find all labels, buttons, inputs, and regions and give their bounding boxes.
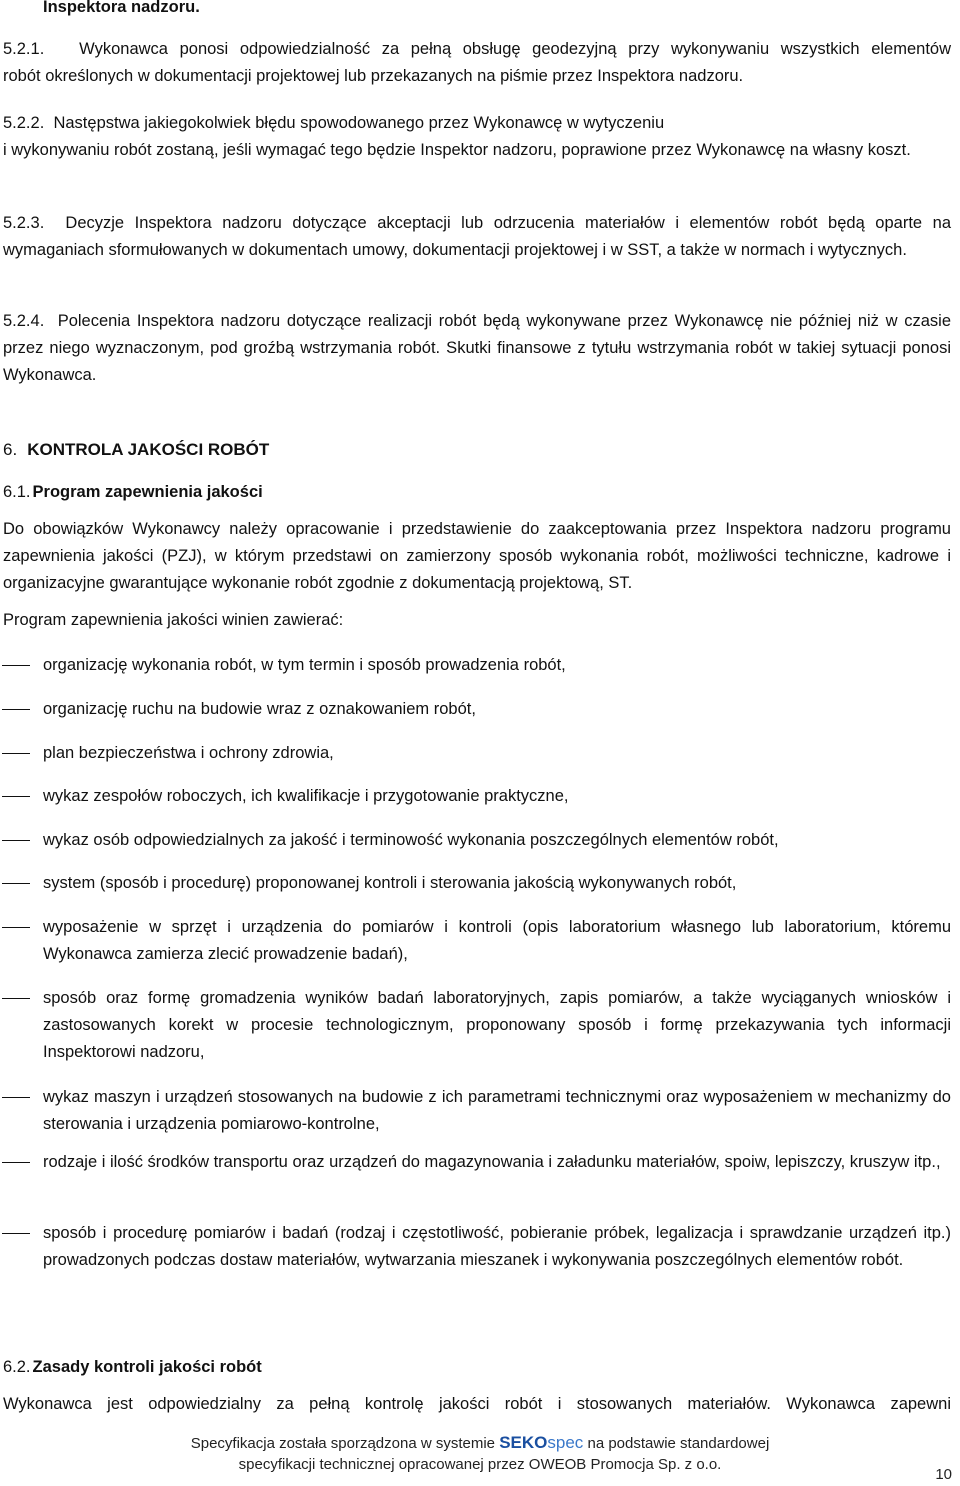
section-title: Program zapewnienia jakości [32, 483, 263, 501]
list-item: wykaz osób odpowiedzialnych za jakość i terminowość wykonania poszczególnych elementów robót, [0, 827, 951, 854]
paragraph-text: Wykonawca ponosi odpowiedzialność za pełną obsługę geodezyjną przy wykonywaniu wszystkich elementów [79, 40, 951, 58]
dash-icon [2, 1233, 30, 1234]
list-item: sposób i procedurę pomiarów i badań (rodzaj i częstotliwość, pobieranie próbek, legalizacja i sprawdzanie urządzeń itp.) prowadzonych podczas dostaw materiałów, wytwarzania mieszanek i wykonywania poszczególnych elementów robót. [0, 1220, 951, 1274]
paragraph-5-2-3 [3, 210, 951, 264]
section-title: Zasady kontroli jakości robót [32, 1358, 262, 1376]
dash-icon [2, 796, 30, 797]
section-6-2-heading [3, 1354, 262, 1381]
paragraph-number: 5.2.4. [3, 312, 45, 330]
list-item: wykaz maszyn i urządzeń stosowanych na budowie z ich parametrami technicznymi oraz wyposażeniem w mechanizmy do sterowania i urządzenia pomiarowo-kontrolne, [0, 1084, 951, 1138]
list-item: sposób oraz formę gromadzenia wyników badań laboratoryjnych, zapis pomiarów, a także wyciąganych wniosków i zastosowanych korekt w procesie technologicznym, proponowany sposób i formę przekazywania tych informacji Inspektorowi nadzoru, [0, 985, 951, 1066]
paragraph-5-2-2 [3, 110, 951, 164]
paragraph-text: Decyzje Inspektora nadzoru dotyczące akceptacji lub odrzucenia materiałów i elementów robót będą oparte na wymaganiach sformułowanych w dokumentach umowy, dokumentacji projektowej i w SST, a także w normach i wytycznych. [3, 214, 952, 259]
section-6-1-lead: Program zapewnienia jakości winien zawierać: [3, 611, 344, 629]
paragraph-text-cont: i wykonywaniu robót zostaną, jeśli wymagać tego będzie Inspektor nadzoru, poprawione przez Wykonawcę na własny koszt. [3, 141, 911, 159]
footer-text: Specyfikacja została sporządzona w systemie [190, 1435, 496, 1452]
list-item: plan bezpieczeństwa i ochrony zdrowia, [0, 740, 951, 767]
section-number: 6.1. [3, 483, 31, 501]
paragraph-number: 5.2.2. [3, 114, 45, 132]
paragraph-text-cont: robót określonych w dokumentacji projektowej lub przekazanych na piśmie przez Inspektora nadzoru. [3, 67, 744, 85]
footer-text: na podstawie standardowej [587, 1435, 770, 1452]
list-item: wyposażenie w sprzęt i urządzenia do pomiarów i kontroli (opis laboratorium własnego lub laboratorium, któremu Wykonawca zamierza zlecić prowadzenie badań), [0, 914, 951, 968]
dash-icon [2, 840, 30, 841]
section-6-1-intro: Do obowiązków Wykonawcy należy opracowanie i przedstawienie do zaakceptowania przez Inspektora nadzoru programu zapewnienia jakości (PZJ), w którym przedstawi on zamierzony sposób wykonania robót, możliwości techniczne, kadrowe i organizacyjne gwarantujące wykonanie robót zgodnie z dokumentacją projektową, ST. [3, 520, 951, 592]
paragraph-text: Polecenia Inspektora nadzoru dotyczące realizacji robót będą wykonywane przez Wykonawcę nie później niż w czasie przez niego wyznaczonym, pod groźbą wstrzymania robót. Skutki finansowe z tytułu wstrzymania robót w takiej sytuacji ponosi Wykonawca. [3, 312, 952, 384]
footer-text: specyfikacji technicznej opracowanej przez OWEOB Promocja Sp. z o.o. [238, 1456, 722, 1473]
section-6-heading [3, 436, 269, 463]
paragraph-5-2-4 [3, 308, 951, 389]
dash-icon [2, 709, 30, 710]
list-item: organizację wykonania robót, w tym termin i sposób prowadzenia robót, [0, 652, 951, 679]
top-heading: Inspektora nadzoru. [43, 0, 200, 16]
page-footer [0, 1432, 960, 1475]
dash-icon [2, 883, 30, 884]
section-6-2-text: Wykonawca jest odpowiedzialny za pełną kontrolę jakości robót i stosowanych materiałów. Wykonawca zapewni [3, 1395, 951, 1413]
list-item: organizację ruchu na budowie wraz z oznakowaniem robót, [0, 696, 951, 723]
paragraph-number: 5.2.3. [3, 214, 45, 232]
paragraph-number: 5.2.1. [3, 40, 45, 58]
sekospec-logo: SEKOspec [499, 1433, 584, 1452]
section-6-1-heading [3, 479, 263, 506]
dash-icon [2, 753, 30, 754]
list-item: wykaz zespołów roboczych, ich kwalifikacje i przygotowanie praktyczne, [0, 783, 951, 810]
dash-icon [2, 998, 30, 999]
dash-icon [2, 665, 30, 666]
dash-icon [2, 927, 30, 928]
section-number: 6.2. [3, 1358, 31, 1376]
list-item: system (sposób i procedurę) proponowanej kontroli i sterowania jakością wykonywanych robót, [0, 870, 951, 897]
section-number: 6. [3, 440, 18, 459]
dash-icon [2, 1097, 30, 1098]
paragraph-text: Następstwa jakiegokolwiek błędu spowodowanego przez Wykonawcę w wytyczeniu [53, 114, 665, 132]
dash-icon [2, 1162, 30, 1163]
section-title: KONTROLA JAKOŚCI ROBÓT [27, 440, 270, 459]
page-number: 10 [935, 1466, 952, 1483]
paragraph-5-2-1 [3, 36, 951, 90]
list-item: rodzaje i ilość środków transportu oraz urządzeń do magazynowania i załadunku materiałów, spoiw, lepiszczy, kruszyw itp., [0, 1149, 951, 1176]
